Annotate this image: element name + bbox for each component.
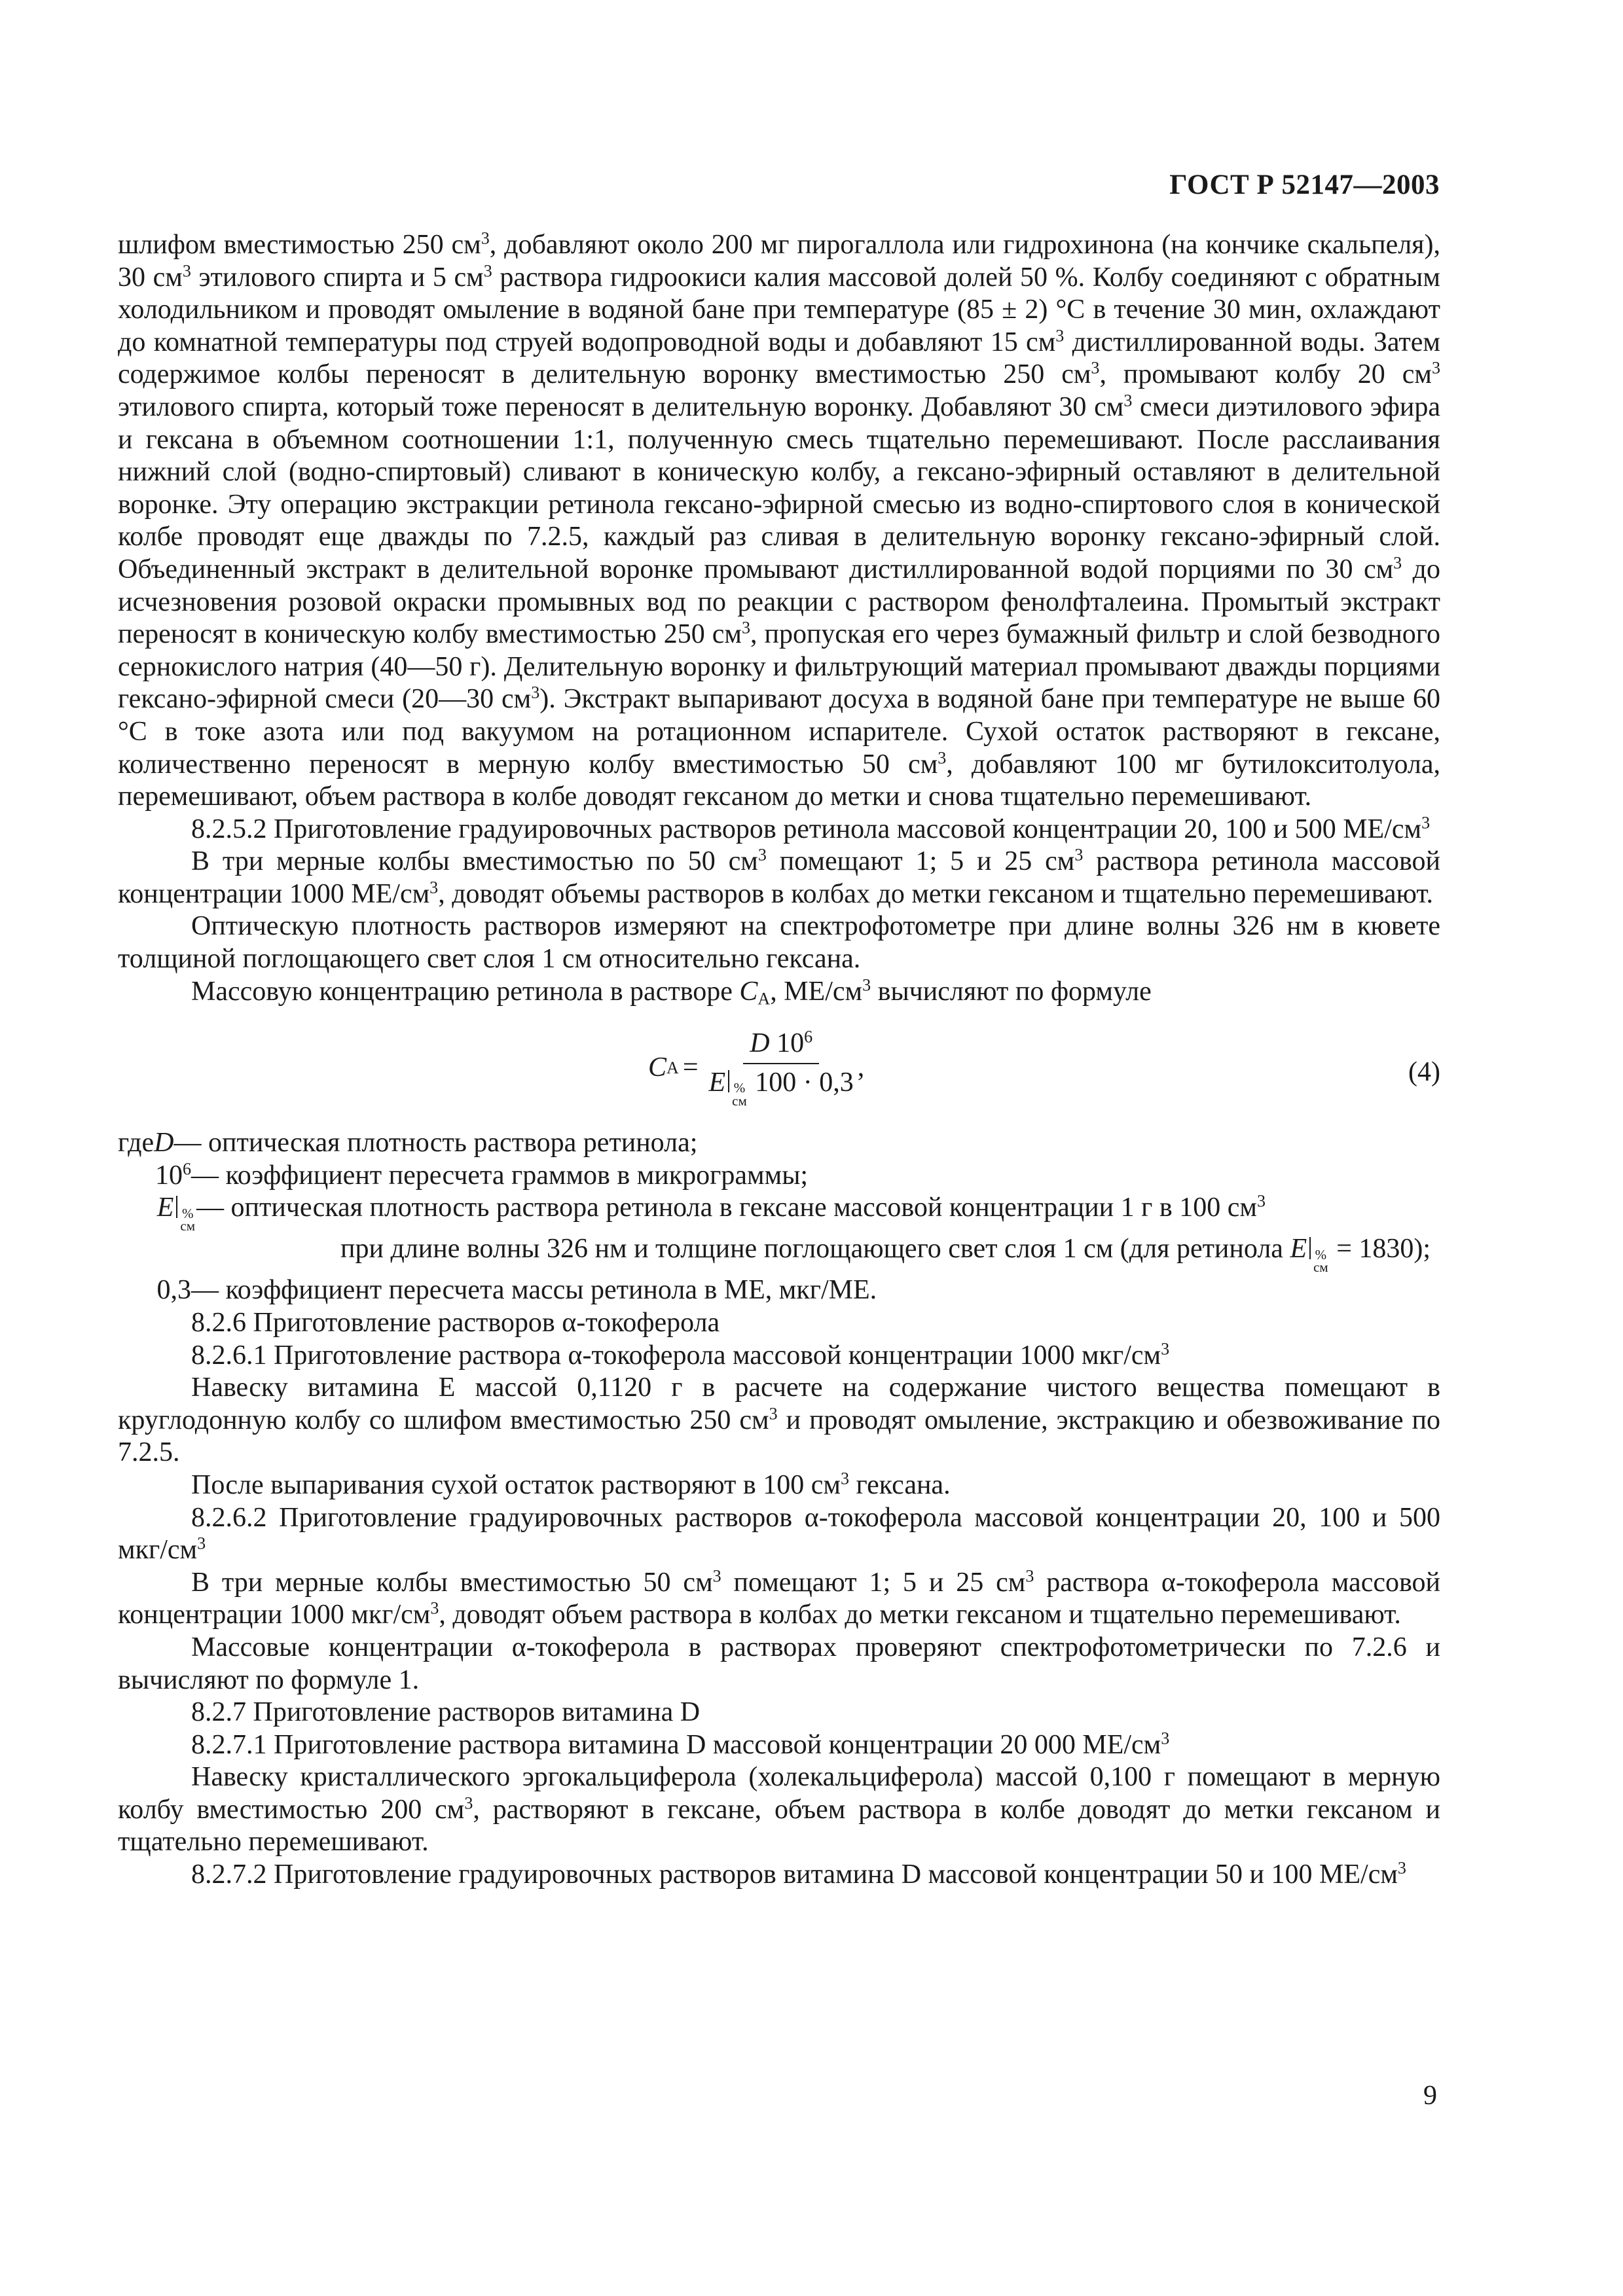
paragraph: В три мерные колбы вместимостью по 50 $см^3$ помещают 1; 5 и 25 $см^3$ раствора ретинола массовой концентрации 1000 $МЕ/см^3$, доводят объемы растворов в колбах до метки гексаном и тщательно перемешивают.	[118, 845, 1440, 909]
paragraph: Массовую концентрацию ретинола в растворе $C_А$, $МЕ/см^3$ вычисляют по формуле	[191, 975, 1152, 1009]
legend-item-continuation: при длине волны 326 нм и толщине поглощающего свет слоя 1 см (для ретинола E % см = 1830);	[340, 1234, 1431, 1276]
paragraph: Навеску кристаллического эргокальциферола (холекальциферола) массой 0,100 г помещают в мерную колбу вместимостью 200 $см^3$, растворяют в гексане, объем раствора в колбе доводят до метки гексаном и тщательно перемешивают.	[118, 1762, 1441, 1857]
legend-item: 0,3 — коэффициент пересчета массы ретинола в МЕ, мкг/МЕ.	[156, 1275, 877, 1306]
paragraph-continued: шлифом вместимостью 250 $см^3$, добавляют около 200 мг пирогаллола или гидрохинона (на кончике скальпеля), 30 $см^3$ этилового спирта и 5 $см^3$ раствора гидроокиси калия массовой долей 50 %. Колбу соединяют с обратным холодильником и проводят омыление в водяной бане при температуре (85 ± 2) °С в течение 30 мин, охлаждают до комнатной температуры под струей водопроводной воды и добавляют 15 $см^3$ дистиллированной воды. Затем содержимое колбы переносят в делительную воронку вместимостью 250 $см^3$, промывают колбу 20 $см^3$ этилового спирта, который тоже переносят в делительную воронку. Добавляют 30 $см^3$ смеси диэтилового эфира и гексана в объемном соотношении 1:1, полученную смесь тщательно перемешивают. После расслаивания нижний слой (водно-спиртовый) сливают в коническую колбу, а гексано-эфирный оставляют в делительной воронке. Эту операцию экстракции ретинола гексано-эфирной смесью из водно-спиртового слоя в конической колбе проводят еще дважды по 7.2.5, каждый раз сливая в делительную воронку гексано-эфирный слой. Объединенный экстракт в делительной воронке промывают дистиллированной водой порциями по 30 $см^3$ до исчезновения розовой окраски промывных вод по реакции с раствором фенолфталеина. Промытый экстракт переносят в коническую колбу вместимостью 250 $см^3$, пропуская его через бумажный фильтр и слой безводного сернокислого натрия (40—50 г). Делительную воронку и фильтрующий материал промывают дважды порциями гексано-эфирной смеси (20—30 $см^3$). Экстракт выпаривают досуха в водяной бане при температуре не выше 60 °С в токе азота или под вакуумом на ротационном испарителе. Сухой остаток растворяют в гексане, количественно переносят в мерную колбу вместимостью 50 $см^3$, добавляют 100 мг бутилокситолуола, перемешивают, объем раствора в колбе доводят гексаном до метки и снова тщательно перемешивают.	[118, 228, 1441, 812]
paragraph: Оптическую плотность растворов измеряют на спектрофотометре при длине волны 326 нм в кювете толщиной поглощающего свет слоя 1 см относительно гексана.	[118, 911, 1440, 975]
section-heading-8-2-7-1: 8.2.7.1 Приготовление раствора витамина D массовой концентрации 20 000 $МЕ/см^3$	[191, 1729, 1170, 1760]
formula-legend	[118, 1127, 1440, 1307]
paragraph: В три мерные колбы вместимостью 50 $см^3$ помещают 1; 5 и 25 $см^3$ раствора α-токоферола массовой концентрации 1000 мкг/$см^3$, доводят объем раствора в колбах до метки гексаном и тщательно перемешивают.	[118, 1566, 1441, 1630]
section-heading-8-2-6-2: 8.2.6.2 Приготовление градуировочных растворов α-токоферола массовой концентрации 20, 100 и 500 мкг/$см^3$	[118, 1502, 1440, 1566]
legend-item: $10^6$ — коэффициент пересчета граммов в микрограммы;	[155, 1159, 809, 1191]
paragraph: Навеску витамина Е массой 0,1120 г в расчете на содержание чистого вещества помещают в круглодонную колбу со шлифом вместимостью 250 $см^3$ и проводят омыление, экстракцию и обезвоживание по 7.2.5.	[118, 1372, 1440, 1468]
section-heading-8-2-5-2: 8.2.5.2 Приготовление градуировочных растворов ретинола массовой концентрации 20, 100 и 500 $МЕ/см^3$	[191, 813, 1431, 844]
legend-item: E % см — оптическая плотность раствора ретинола в гексане массовой концентрации 1 г в 100 $см^3$	[156, 1192, 1266, 1234]
document-body	[118, 229, 1440, 1892]
formula-block	[118, 1011, 1440, 1127]
formula-number: (4)	[1408, 1057, 1440, 1088]
legend-item: где D — оптическая плотность раствора ретинола;	[118, 1128, 698, 1158]
page-number: 9	[1423, 2081, 1437, 2111]
paragraph: Массовые концентрации α-токоферола в растворах проверяют спектрофотометрически по 7.2.6 и вычисляют по формуле 1.	[118, 1632, 1440, 1695]
section-heading-8-2-6-1: 8.2.6.1 Приготовление раствора α-токоферола массовой концентрации 1000 мкг/$см^3$	[191, 1339, 1170, 1371]
section-heading-8-2-7-2: 8.2.7.2 Приготовление градуировочных растворов витамина D массовой концентрации 50 и 100 $МЕ/см^3$	[191, 1858, 1406, 1890]
formula-fraction: D $10^6$ E % см 100 · 0,3	[708, 1027, 854, 1109]
formula-4: C А = D $10^6$ E % см 100 · 0,3 ,	[648, 1027, 865, 1109]
document-header: ГОСТ Р 52147—2003	[1169, 170, 1440, 200]
paragraph: После выпаривания сухой остаток растворяют в 100 $см^3$ гексана.	[191, 1469, 951, 1500]
section-heading-8-2-7: 8.2.7 Приготовление растворов витамина D	[191, 1697, 701, 1728]
section-heading-8-2-6: 8.2.6 Приготовление растворов α-токоферола	[191, 1307, 720, 1338]
